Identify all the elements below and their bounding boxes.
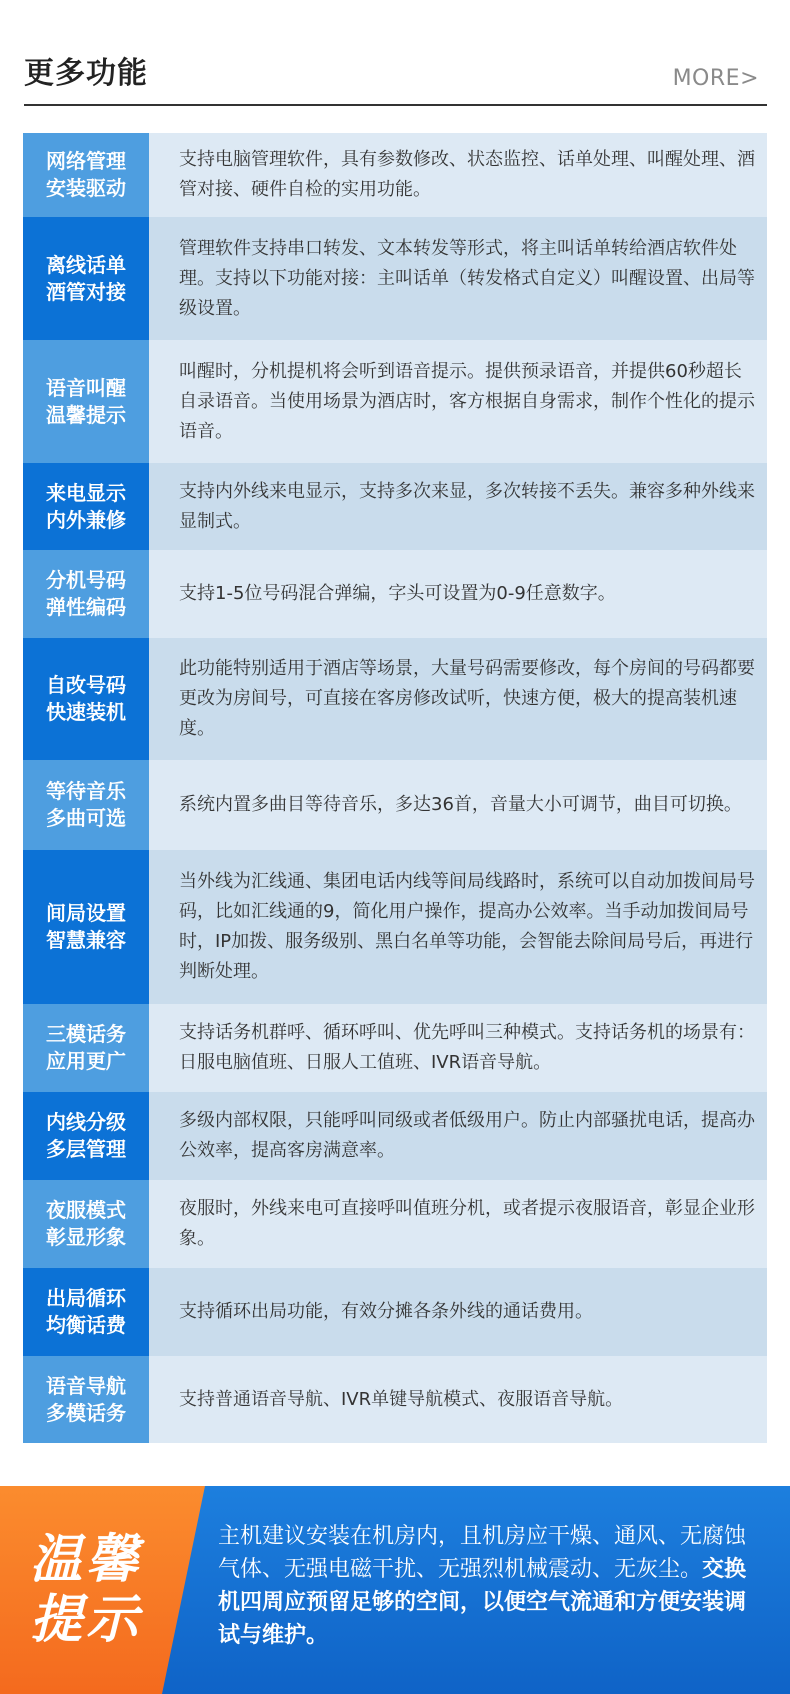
- feature-label: [23, 133, 149, 217]
- feature-description: 此功能特别适用于酒店等场景，大量号码需要修改，每个房间的号码都要更改为房间号，可直接在客房修改试听，快速方便，极大的提高装机速度。: [149, 638, 767, 760]
- feature-row: [23, 133, 767, 217]
- feature-row: [23, 1092, 767, 1180]
- feature-label-line1: 来电显示: [46, 480, 126, 505]
- feature-label-line2: 酒管对接: [46, 279, 126, 304]
- feature-table: [23, 133, 767, 1443]
- feature-row: [23, 550, 767, 638]
- feature-row: [23, 217, 767, 340]
- more-link[interactable]: MORE>: [672, 66, 759, 91]
- feature-description: 支持循环出局功能，有效分摊各条外线的通话费用。: [149, 1268, 767, 1356]
- feature-label-line2: 安装驱动: [46, 176, 126, 200]
- feature-label-line1: 自改号码: [46, 673, 126, 697]
- feature-label: [23, 1268, 149, 1356]
- feature-label: [23, 550, 149, 638]
- feature-description: 叫醒时，分机提机将会听到语音提示。提供预录语音，并提供60秒超长自录语音。当使用场景为酒店时，客方根据自身需求，制作个性化的提示语音。: [149, 340, 767, 463]
- feature-label: [23, 850, 149, 1004]
- feature-row: [23, 1180, 767, 1268]
- feature-label-line2: 快速装机: [46, 700, 126, 724]
- feature-description: 系统内置多曲目等待音乐，多达36首，音量大小可调节，曲目可切换。: [149, 760, 767, 850]
- feature-label: [23, 1004, 149, 1092]
- tip-text-normal: 主机建议安装在机房内，且机房应干燥、通风、无腐蚀气体、无强电磁干扰、无强烈机械震动、无灰尘。: [218, 1524, 747, 1582]
- feature-label-line2: 彰显形象: [46, 1225, 126, 1249]
- feature-label-line2: 多层管理: [46, 1137, 126, 1161]
- feature-label: [23, 638, 149, 760]
- feature-label-line1: 三模话务: [46, 1022, 126, 1046]
- tip-text: [218, 1520, 763, 1652]
- header-divider: [24, 104, 767, 106]
- feature-description: 支持话务机群呼、循环呼叫、优先呼叫三种模式。支持话务机的场景有：日服电脑值班、日服人工值班、IVR语音导航。: [149, 1004, 767, 1092]
- feature-label-line2: 均衡话费: [46, 1313, 126, 1337]
- feature-label: [23, 1092, 149, 1180]
- feature-label-line2: 应用更广: [46, 1049, 126, 1073]
- feature-description: 支持内外线来电显示，支持多次来显，多次转接不丢失。兼容多种外线来显制式。: [149, 463, 767, 550]
- feature-label: [23, 760, 149, 850]
- feature-label-line1: 出局循环: [46, 1286, 126, 1310]
- section-title: 更多功能: [24, 56, 148, 91]
- feature-label-line2: 智慧兼容: [46, 928, 126, 952]
- feature-description: 管理软件支持串口转发、文本转发等形式，将主叫话单转给酒店软件处理。支持以下功能对接：主叫话单（转发格式自定义）叫醒设置、出局等级设置。: [149, 217, 767, 340]
- feature-label: [23, 1180, 149, 1268]
- feature-label-line1: 网络管理: [46, 149, 126, 173]
- feature-row: [23, 1356, 767, 1443]
- feature-label-line2: 多曲可选: [46, 806, 126, 830]
- feature-row: [23, 638, 767, 760]
- feature-row: [23, 1268, 767, 1356]
- section-header: [24, 0, 767, 106]
- feature-label-line1: 间局设置: [46, 901, 126, 925]
- feature-label-line2: 弹性编码: [46, 595, 126, 619]
- feature-row: [23, 1004, 767, 1092]
- feature-label-line1: 夜服模式: [46, 1198, 126, 1222]
- feature-description: 多级内部权限，只能呼叫同级或者低级用户。防止内部骚扰电话，提高办公效率，提高客房满意率。: [149, 1092, 767, 1180]
- feature-description: 夜服时，外线来电可直接呼叫值班分机，或者提示夜服语音，彰显企业形象。: [149, 1180, 767, 1268]
- feature-row: [23, 760, 767, 850]
- tip-title: [30, 1530, 170, 1650]
- feature-label-line1: 内线分级: [46, 1110, 126, 1134]
- feature-label: [23, 1356, 149, 1443]
- feature-description: 支持普通语音导航、IVR单键导航模式、夜服语音导航。: [149, 1356, 767, 1443]
- feature-label-line1: 等待音乐: [46, 779, 126, 803]
- tip-title-line2: 提示: [30, 1590, 143, 1650]
- tip-banner: [0, 1486, 790, 1694]
- feature-description: 支持1-5位号码混合弹编，字头可设置为0-9任意数字。: [149, 550, 767, 638]
- feature-label: [23, 217, 149, 340]
- feature-row: [23, 340, 767, 463]
- tip-text-bold: 交换机四周应预留足够的空间，以便空气流通和方便安装调试与维护。: [218, 1557, 747, 1648]
- feature-label: [23, 463, 149, 550]
- feature-label-line1: 离线话单: [46, 252, 126, 277]
- feature-label-line1: 语音叫醒: [46, 375, 126, 400]
- feature-label-line1: 分机号码: [46, 568, 126, 592]
- feature-label-line2: 温馨提示: [46, 402, 126, 427]
- feature-row: [23, 463, 767, 550]
- feature-label-line1: 语音导航: [46, 1373, 126, 1398]
- feature-label: [23, 340, 149, 463]
- feature-label-line2: 多模话务: [46, 1400, 126, 1425]
- feature-label-line2: 内外兼修: [46, 507, 126, 532]
- feature-row: [23, 850, 767, 1004]
- feature-description: 支持电脑管理软件，具有参数修改、状态监控、话单处理、叫醒处理、酒管对接、硬件自检的实用功能。: [149, 133, 767, 217]
- tip-title-line1: 温馨: [30, 1530, 143, 1590]
- feature-description: 当外线为汇线通、集团电话内线等间局线路时，系统可以自动加拨间局号码，比如汇线通的9，简化用户操作，提高办公效率。当手动加拨间局号时，IP加拨、服务级别、黑白名单等功能，会智能去除间局号后，再进行判断处理。: [149, 850, 767, 1004]
